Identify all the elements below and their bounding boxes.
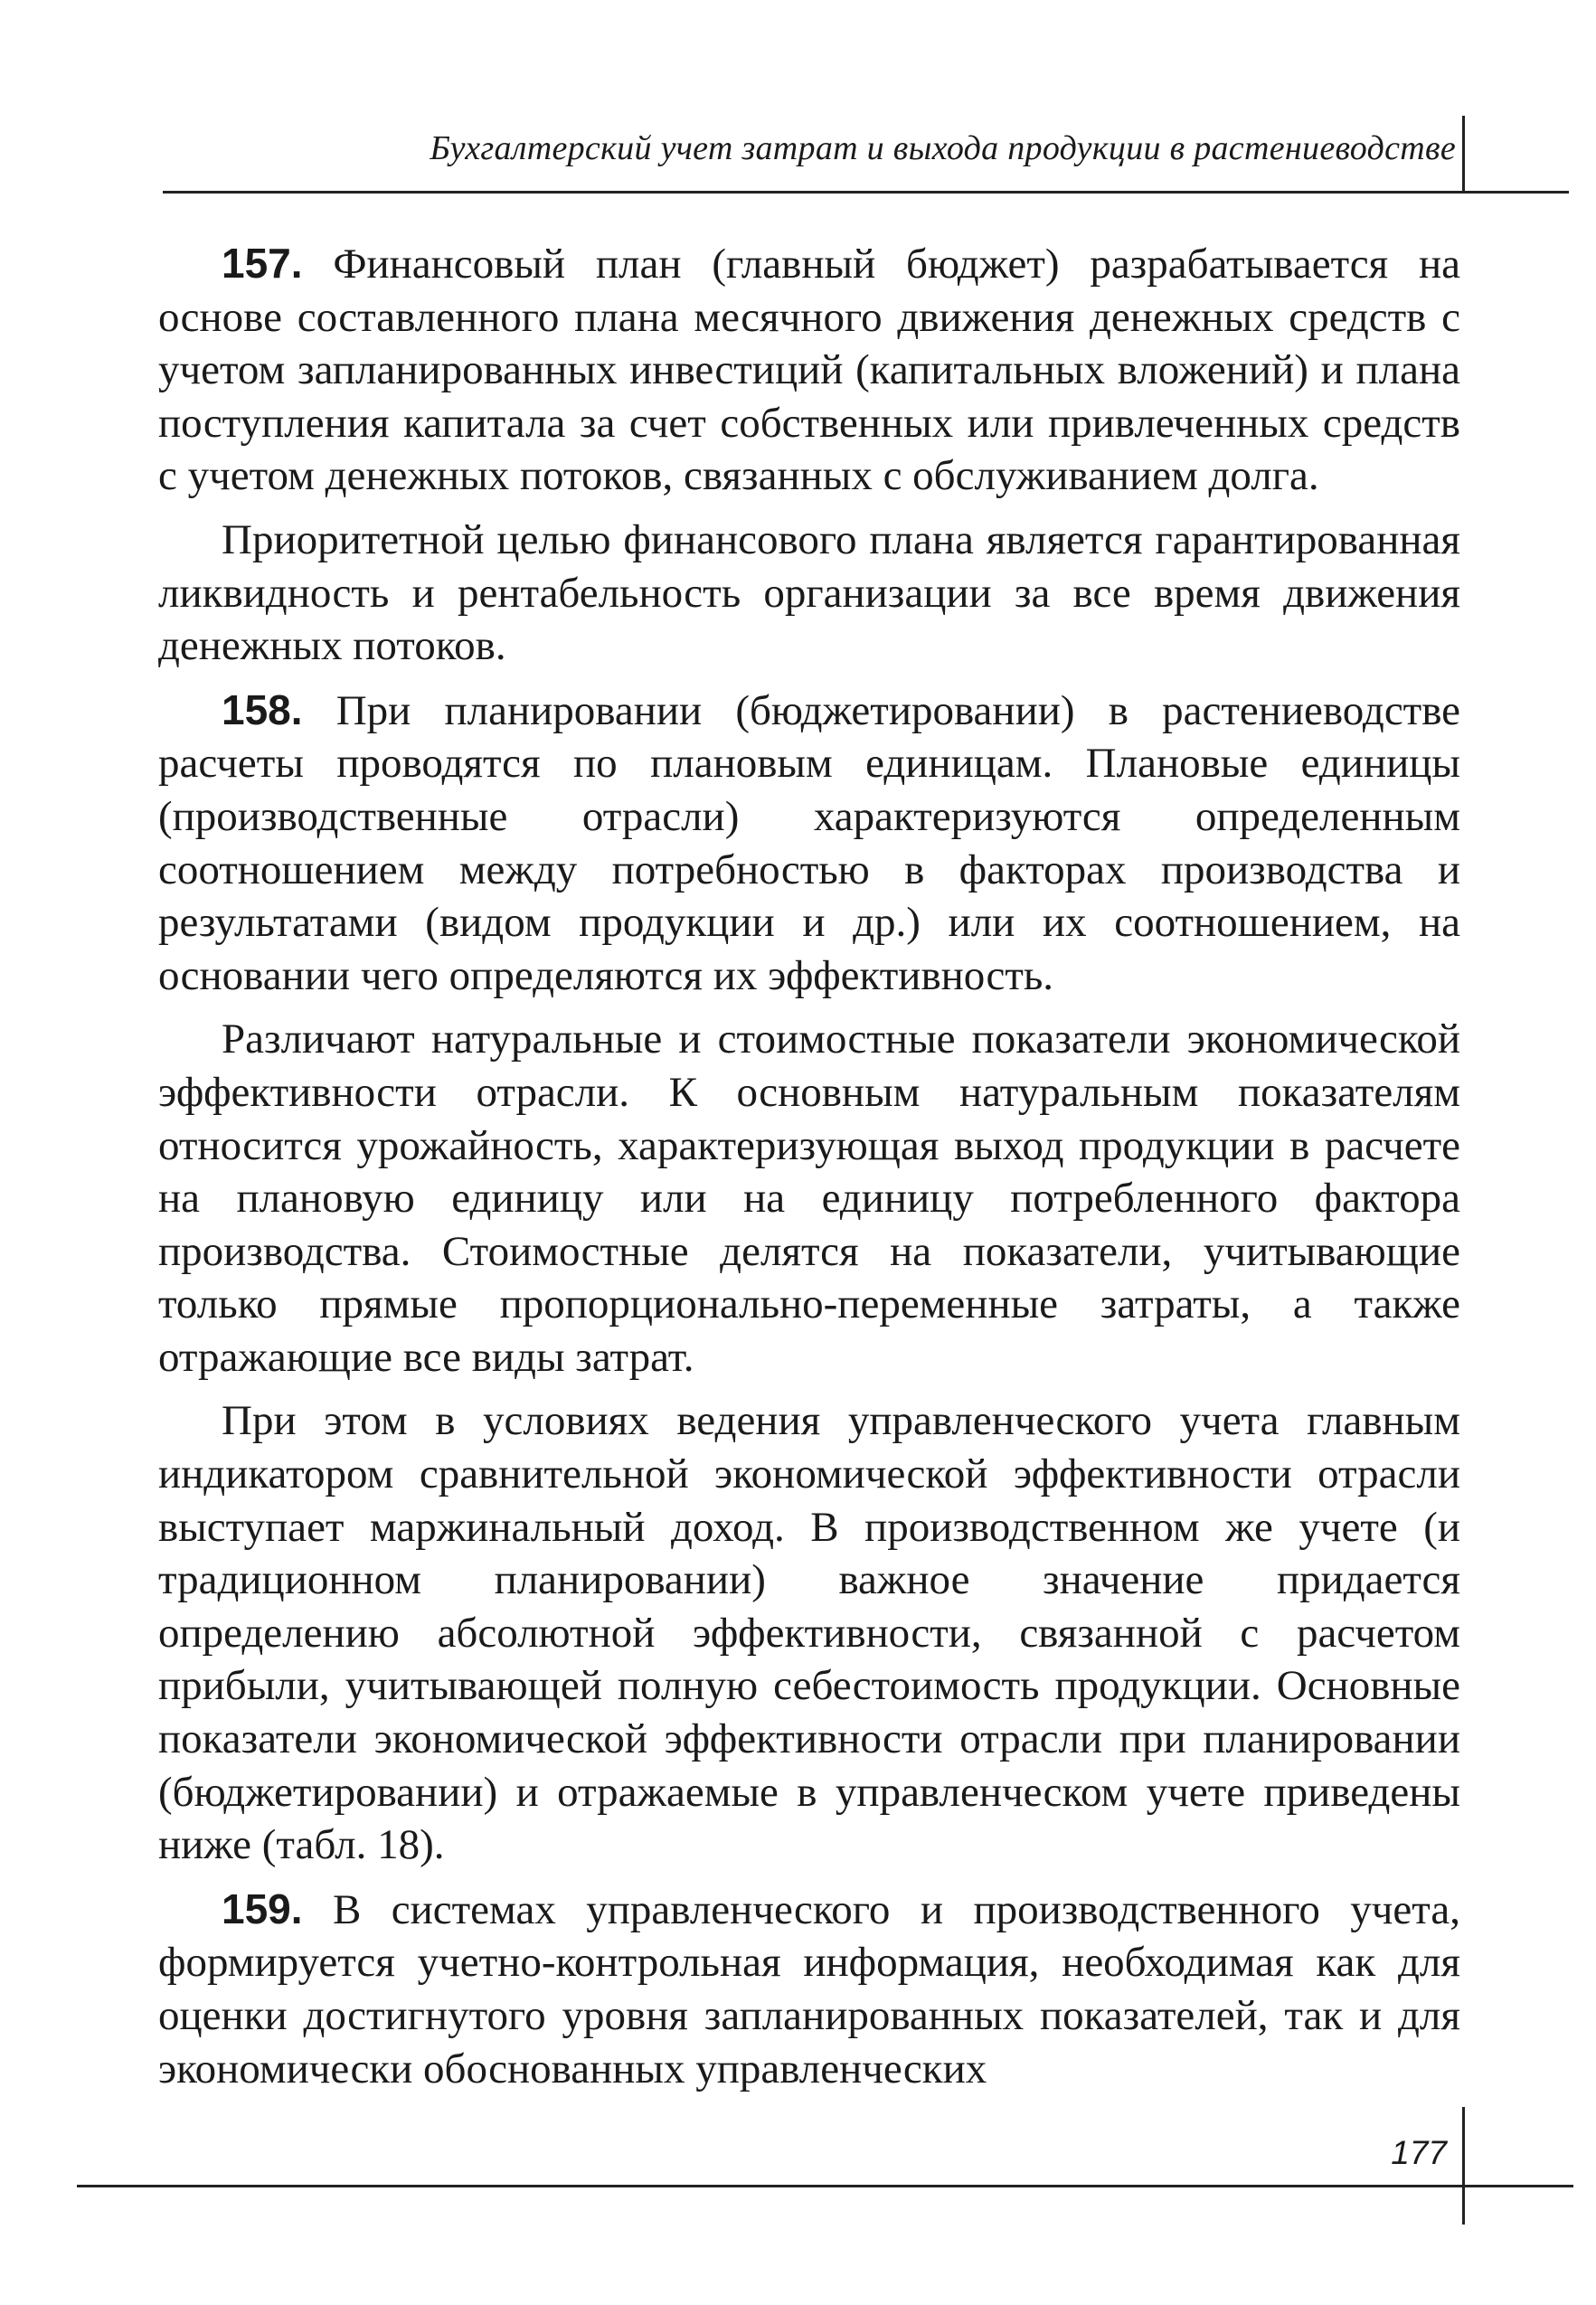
paragraph-text: В системах управленческого и производственного учета, формируется учетно-контрольная информация, необходимая как для оценки достигнутого уровня запланированных показателей, так и для экономически обоснованных управленческих: [158, 1885, 1460, 2092]
footer-rule: [77, 2185, 1573, 2187]
running-header: Бухгалтерский учет затрат и выхода продукции в растениеводстве: [430, 129, 1456, 167]
page-body: [158, 237, 1460, 2095]
paragraph: [158, 1394, 1460, 1871]
paragraph-159: [158, 1883, 1460, 2095]
section-number-159: 159.: [222, 1885, 303, 1932]
header-vertical-rule: [1462, 116, 1465, 194]
paragraph-157: [158, 237, 1460, 503]
paragraph-text: Финансовый план (главный бюджет) разрабатывается на основе составленного плана месячного движения денежных средств с учетом запланированных инвестиций (капитальных вложений) и плана поступления капитала за счет собственных или привлеченных средств с учетом денежных потоков, связанных с обслуживанием долга.: [158, 241, 1460, 500]
paragraph-text: Различают натуральные и стоимостные показатели экономической эффективности отрасли. К основным натуральным показателям относится урожайность, характеризующая выход продукции в расчете на плановую единицу или на единицу потребленного фактора производства. Стоимостные делятся на показатели, учитывающие только прямые пропорционально-переменные затраты, а также отражающие все виды затрат.: [158, 1016, 1460, 1381]
paragraph-text: Приоритетной целью финансового плана является гарантированная ликвидность и рентабельность организации за все время движения денежных потоков.: [158, 515, 1460, 670]
paragraph-158: [158, 684, 1460, 1003]
page-number: 177: [1391, 2134, 1447, 2171]
paragraph: [158, 514, 1460, 673]
header-rule: [163, 191, 1569, 194]
section-number-158: 158.: [222, 685, 303, 733]
paragraph: [158, 1013, 1460, 1384]
paragraph-text: При планировании (бюджетировании) в растениеводстве расчеты проводятся по плановым единицам. Плановые единицы (производственные отрасли) характеризуются определенным соотношением между потребностью в факторах производства и результатами (видом продукции и др.) или их соотношением, на основании чего определяются их эффективность.: [158, 686, 1460, 999]
section-number-157: 157.: [222, 240, 303, 287]
paragraph-text: При этом в условиях ведения управленческого учета главным индикатором сравнительной экономической эффективности отрасли выступает маржинальный доход. В производственном же учете (и традиционном планировании) важное значение придается определению абсолютной эффективности, связанной с расчетом прибыли, учитывающей полную себестоимость продукции. Основные показатели экономической эффективности отрасли при планировании (бюджетировании) и отражаемые в управленческом учете приведены ниже (табл. 18).: [158, 1397, 1460, 1869]
footer-vertical-rule: [1462, 2107, 1465, 2225]
